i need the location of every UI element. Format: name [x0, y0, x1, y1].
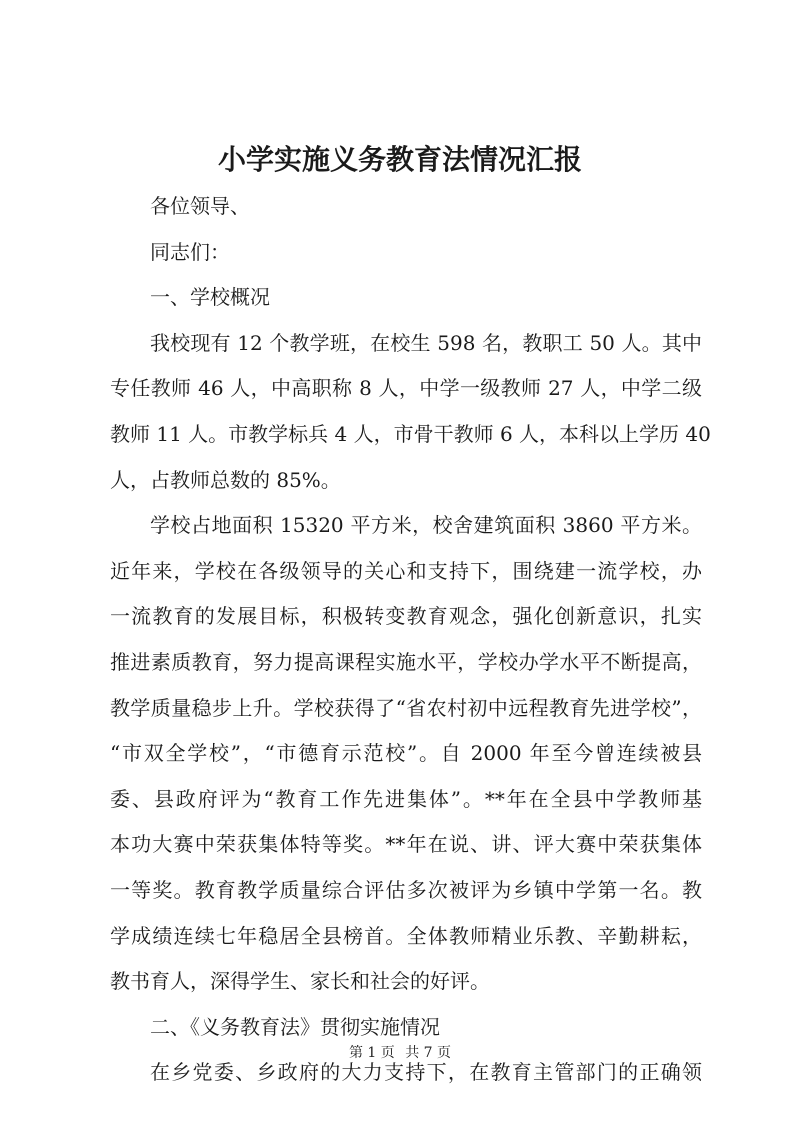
page-footer [0, 1043, 800, 1063]
text-line: 学校占地面积 15320 平方米，校舍建筑面积 3860 平方米。 [150, 513, 702, 538]
text-line: 二、《义务教育法》贯彻实施情况 [150, 1014, 440, 1039]
text-line: 教学质量稳步上升。学校获得了“省农村初中远程教育先进学校”， [110, 695, 702, 720]
text-line: 专任教师 46 人，中高职称 8 人，中学一级教师 27 人，中学二级 [110, 376, 702, 401]
text-line: 一等奖。教育教学质量综合评估多次被评为乡镇中学第一名。教 [110, 877, 702, 902]
text-line: 同志们： [150, 239, 230, 264]
text-line: 近年来，学校在各级领导的关心和支持下，围绕建一流学校，办 [110, 558, 702, 583]
text-line: 一流教育的发展目标，积极转变教育观念，强化创新意识，扎实 [110, 604, 702, 629]
text-line: 在乡党委、乡政府的大力支持下，在教育主管部门的正确领 [150, 1060, 702, 1085]
text-line: 人，占教师总数的 85%。 [110, 467, 341, 492]
page-total: 共 7 页 [405, 1045, 452, 1061]
text-line: “市双全学校”，“市德育示范校”。自 2000 年至今曾连续被县 [110, 741, 702, 766]
document-title: 小学实施义务教育法情况汇报 [217, 143, 582, 176]
text-line: 本功大赛中荣获集体特等奖。**年在说、讲、评大赛中荣获集体 [110, 832, 702, 857]
text-line: 一、学校概况 [150, 285, 270, 310]
text-line: 教书育人，深得学生、家长和社会的好评。 [110, 969, 490, 994]
page-number: 第 1 页 [348, 1045, 395, 1061]
text-line: 推进素质教育，努力提高课程实施水平，学校办学水平不断提高， [110, 649, 702, 674]
text-line: 学成绩连续七年稳居全县榜首。全体教师精业乐教、辛勤耕耘， [110, 923, 702, 948]
text-line: 各位领导、 [150, 194, 250, 218]
text-line: 委、县政府评为“教育工作先进集体”。**年在全县中学教师基 [110, 786, 702, 811]
text-line: 教师 11 人。市教学标兵 4 人，市骨干教师 6 人，本科以上学历 40 [110, 421, 711, 446]
document-body [110, 184, 711, 1096]
text-line: 我校现有 12 个教学班，在校生 598 名，教职工 50 人。其中 [150, 330, 702, 355]
